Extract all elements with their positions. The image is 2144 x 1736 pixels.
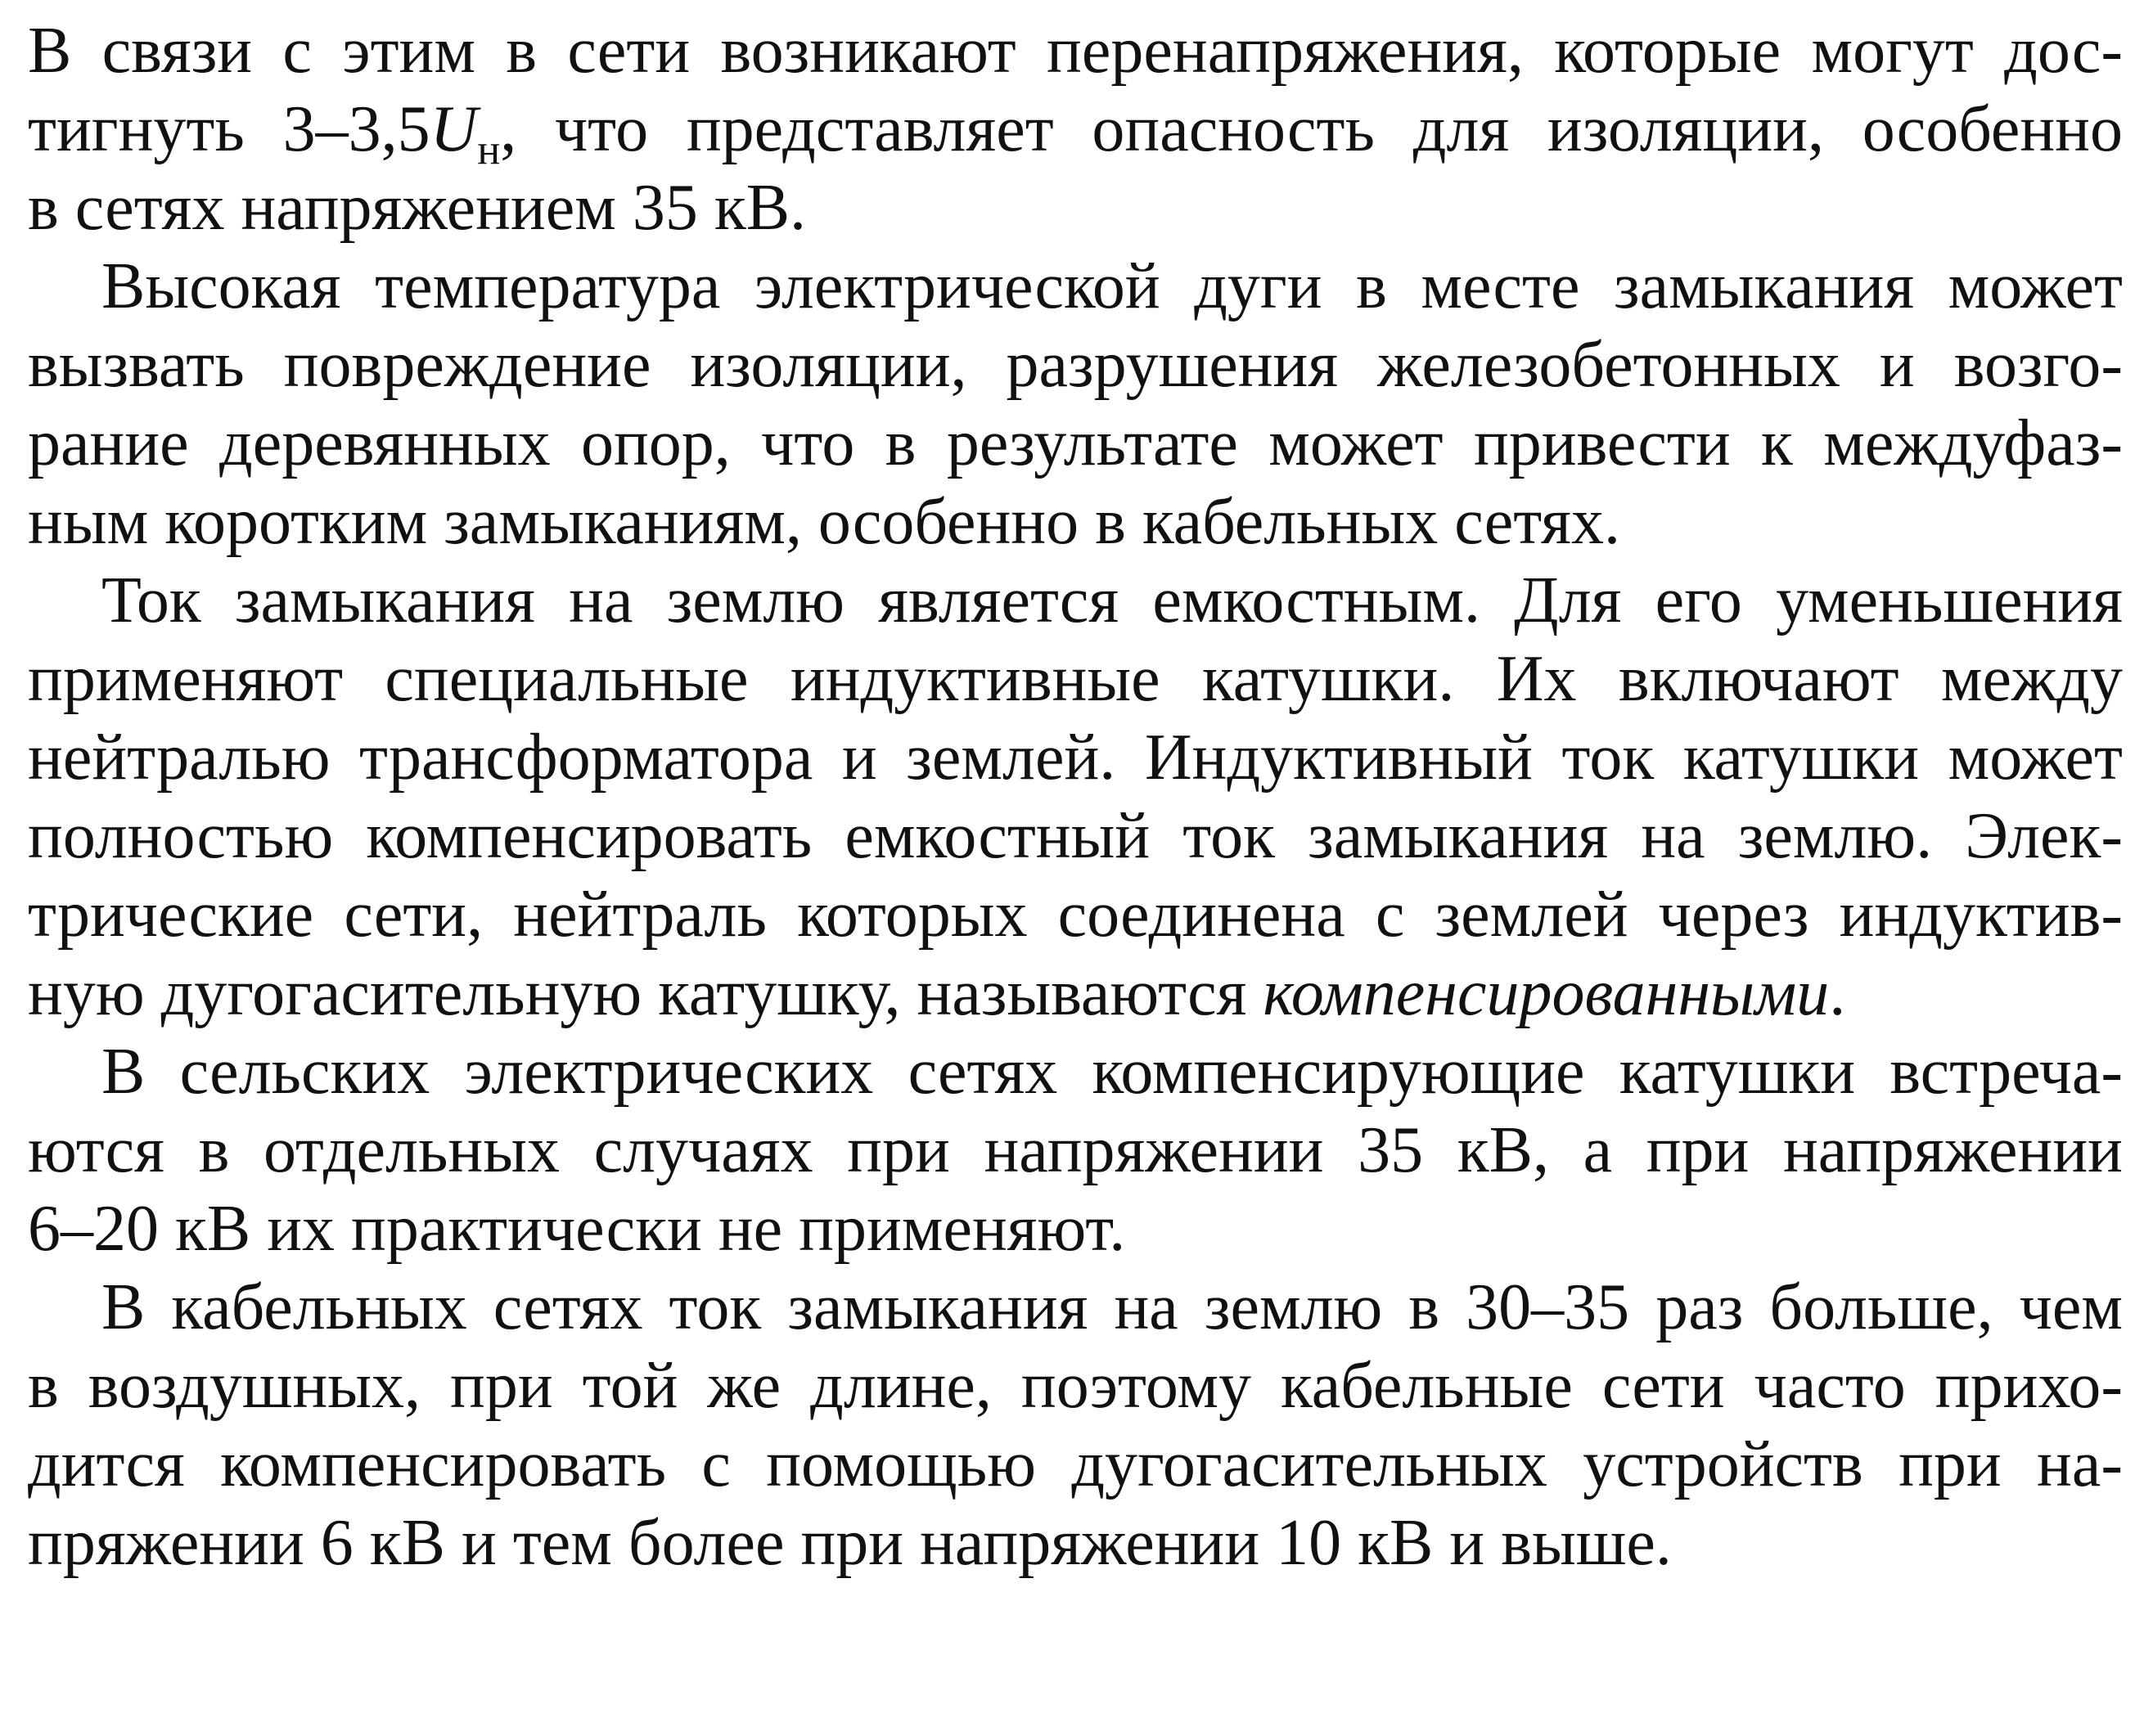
text-segment: ную дугогасительную катушку, называются (28, 957, 1263, 1029)
text-line: в сетях напряжением 35 кВ. (28, 172, 807, 244)
text-segment: тигнуть 3–3,5 (28, 93, 430, 165)
text-line: В сельских электрических сетях компенсирующие катушки встреча- (101, 1036, 2123, 1108)
paragraph-5 (28, 1268, 2123, 1582)
paragraph-3 (28, 561, 2123, 1032)
text-line: Высокая температура электрической дуги в месте замыкания может (101, 250, 2123, 322)
text-segment: . (1829, 957, 1846, 1029)
text-line: 6–20 кВ их практически не применяют. (28, 1193, 1126, 1265)
paragraph-2 (28, 247, 2123, 561)
text-line: В кабельных сетях ток замыкания на землю в 30–35 раз больше, чем (101, 1271, 2123, 1343)
formula-variable: U (430, 93, 478, 165)
text-line: Ток замыкания на землю является емкостным. Для его уменьшения (101, 564, 2123, 636)
document-page (28, 11, 2123, 1729)
text-line: дится компенсировать с помощью дугогасительных устройств при на- (28, 1428, 2123, 1500)
paragraph-4 (28, 1032, 2123, 1268)
text-segment: , что представляет опасность для изоляции, особенно (500, 93, 2123, 165)
text-line-with-formula (28, 90, 2123, 169)
text-line: трические сети, нейтраль которых соединена с землей через индуктив- (28, 879, 2123, 951)
text-line: В связи с этим в сети возникают перенапряжения, которые могут дос- (28, 15, 2123, 87)
text-line: ются в отдельных случаях при напряжении 35 кВ, а при напряжении (28, 1114, 2123, 1186)
formula-subscript: н (477, 127, 501, 169)
text-line: в воздушных, при той же длине, поэтому кабельные сети часто прихо- (28, 1350, 2123, 1422)
text-line: вызвать повреждение изоляции, разрушения железобетонных и возго- (28, 329, 2123, 401)
text-line: ным коротким замыканиям, особенно в кабельных сетях. (28, 486, 1620, 558)
text-line: применяют специальные индуктивные катушки. Их включают между (28, 643, 2123, 715)
emphasized-term: компенсированными (1263, 957, 1830, 1029)
text-line: рание деревянных опор, что в результате может привести к междуфаз- (28, 407, 2123, 479)
text-line: нейтралью трансформатора и землей. Индуктивный ток катушки может (28, 722, 2123, 794)
text-line: пряжении 6 кВ и тем более при напряжении 10 кВ и выше. (28, 1507, 1672, 1579)
text-line: полностью компенсировать емкостный ток замыкания на землю. Элек- (28, 800, 2123, 872)
paragraph-1 (28, 11, 2123, 247)
text-line-with-emphasis (28, 954, 2123, 1032)
